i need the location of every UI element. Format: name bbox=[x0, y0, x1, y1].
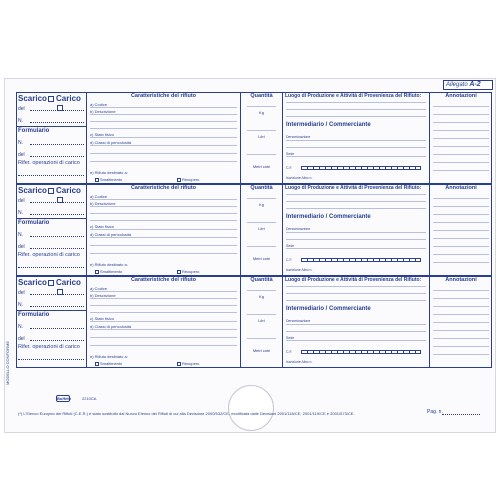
codice-field[interactable]: a) Codice bbox=[90, 102, 237, 108]
recupero-checkbox[interactable] bbox=[177, 270, 181, 274]
descrizione-field[interactable]: b) Descrizione bbox=[90, 201, 237, 207]
luogo-column: Luogo di Produzione e Attività di Provenienza del Rifiuto: Intermediario / Commerciante Denominazione Sede C.F. Iscrizione Albo n. bbox=[283, 92, 430, 184]
smaltimento-checkbox[interactable] bbox=[95, 362, 99, 366]
number-field[interactable] bbox=[30, 117, 84, 123]
scarico-checkbox[interactable] bbox=[48, 188, 54, 194]
annotazioni-column: Annotazioni bbox=[430, 184, 492, 276]
date-field[interactable] bbox=[30, 289, 84, 295]
register-block-1 bbox=[16, 92, 492, 184]
scarico-carico-column: Scarico Carico del N. Formulario N. del Rifer. operazioni di carico bbox=[16, 184, 87, 276]
caratteristiche-column: Caratteristiche del rifiuto a) Codice b) Descrizione c) Stato fisico d) Classi di pericolosità e) Rifiuto destinato a: Smaltimento Recupero bbox=[87, 276, 241, 368]
form-code: 2210CA bbox=[82, 396, 97, 401]
rifer-field[interactable] bbox=[18, 262, 84, 268]
modello-conforme-label: MODELLO CONFORME bbox=[5, 340, 10, 385]
page-number-label: Pag. n. bbox=[427, 409, 443, 415]
caratteristiche-column: Caratteristiche del rifiuto a) Codice b) Descrizione c) Stato fisico d) Classi di pericolosità e) Rifiuto destinato a: Smaltimento Recupero bbox=[87, 184, 241, 276]
formulario-number-field[interactable] bbox=[30, 231, 84, 237]
scarico-checkbox[interactable] bbox=[48, 96, 54, 102]
rifer-field[interactable] bbox=[18, 354, 84, 360]
stato-fisico-field[interactable]: c) Stato fisico bbox=[90, 316, 237, 322]
stato-fisico-field[interactable]: c) Stato fisico bbox=[90, 224, 237, 230]
caratteristiche-column: Caratteristiche del rifiuto a) Codice b) Descrizione c) Stato fisico d) Classi di pericolosità e) Rifiuto destinato a: Smaltimento Recupero bbox=[87, 92, 241, 184]
formulario-date-field[interactable] bbox=[30, 151, 84, 157]
cf-field[interactable] bbox=[301, 166, 421, 170]
cf-field[interactable] bbox=[301, 258, 421, 262]
luogo-column: Luogo di Produzione e Attività di Provenienza del Rifiuto: Intermediario / Commerciante Denominazione Sede C.F. Iscrizione Albo n. bbox=[283, 276, 430, 368]
quantita-column: Quantità Kg Litri Metri cubi bbox=[241, 92, 283, 184]
rifer-field[interactable] bbox=[18, 170, 84, 176]
date-field[interactable] bbox=[30, 197, 84, 203]
number-field[interactable] bbox=[30, 209, 84, 215]
recupero-checkbox[interactable] bbox=[177, 178, 181, 182]
quantita-column: Quantità Kg Litri Metri cubi bbox=[241, 276, 283, 368]
register-block-3 bbox=[16, 276, 492, 368]
quantita-column: Quantità Kg Litri Metri cubi bbox=[241, 184, 283, 276]
binder-hole bbox=[228, 385, 274, 431]
stato-fisico-field[interactable]: c) Stato fisico bbox=[90, 132, 237, 138]
codice-field[interactable]: a) Codice bbox=[90, 194, 237, 200]
descrizione-field[interactable]: b) Descrizione bbox=[90, 109, 237, 115]
formulario-number-field[interactable] bbox=[30, 323, 84, 329]
formulario-number-field[interactable] bbox=[30, 139, 84, 145]
register-block-2 bbox=[16, 184, 492, 276]
allegato-label: Allegato A-2 bbox=[443, 80, 493, 90]
classi-field[interactable]: d) Classi di pericolosità bbox=[90, 140, 237, 146]
descrizione-field[interactable]: b) Descrizione bbox=[90, 293, 237, 299]
scarico-checkbox[interactable] bbox=[48, 280, 54, 286]
cf-field[interactable] bbox=[301, 350, 421, 354]
buffetti-logo: Buffetti bbox=[57, 396, 71, 401]
recupero-checkbox[interactable] bbox=[177, 362, 181, 366]
codice-field[interactable]: a) Codice bbox=[90, 286, 237, 292]
classi-field[interactable]: d) Classi di pericolosità bbox=[90, 324, 237, 330]
footnote: (*) L'Elenco Europeo dei Rifiuti (C.E.R.) è stato sostituito dal Nuovo Elenco dei Rifiuti di cui alla Decisione 2000/532/CE, modificata dalle Decisioni 2001/118/CE, 2001/119/CE e 2001/573/CE. bbox=[18, 411, 355, 416]
luogo-column: Luogo di Produzione e Attività di Provenienza del Rifiuto: Intermediario / Commerciante Denominazione Sede C.F. Iscrizione Albo n. bbox=[283, 184, 430, 276]
number-field[interactable] bbox=[30, 301, 84, 307]
formulario-date-field[interactable] bbox=[30, 243, 84, 249]
annotazioni-column: Annotazioni bbox=[430, 276, 492, 368]
page-number-field[interactable] bbox=[442, 414, 480, 415]
classi-field[interactable]: d) Classi di pericolosità bbox=[90, 232, 237, 238]
scarico-carico-column: Scarico Carico del N. Formulario N. del Rifer. operazioni di carico bbox=[16, 92, 87, 184]
annotazioni-column: Annotazioni bbox=[430, 92, 492, 184]
smaltimento-checkbox[interactable] bbox=[95, 178, 99, 182]
smaltimento-checkbox[interactable] bbox=[95, 270, 99, 274]
formulario-date-field[interactable] bbox=[30, 335, 84, 341]
scarico-carico-column: Scarico Carico del N. Formulario N. del Rifer. operazioni di carico bbox=[16, 276, 87, 368]
date-field[interactable] bbox=[30, 105, 84, 111]
